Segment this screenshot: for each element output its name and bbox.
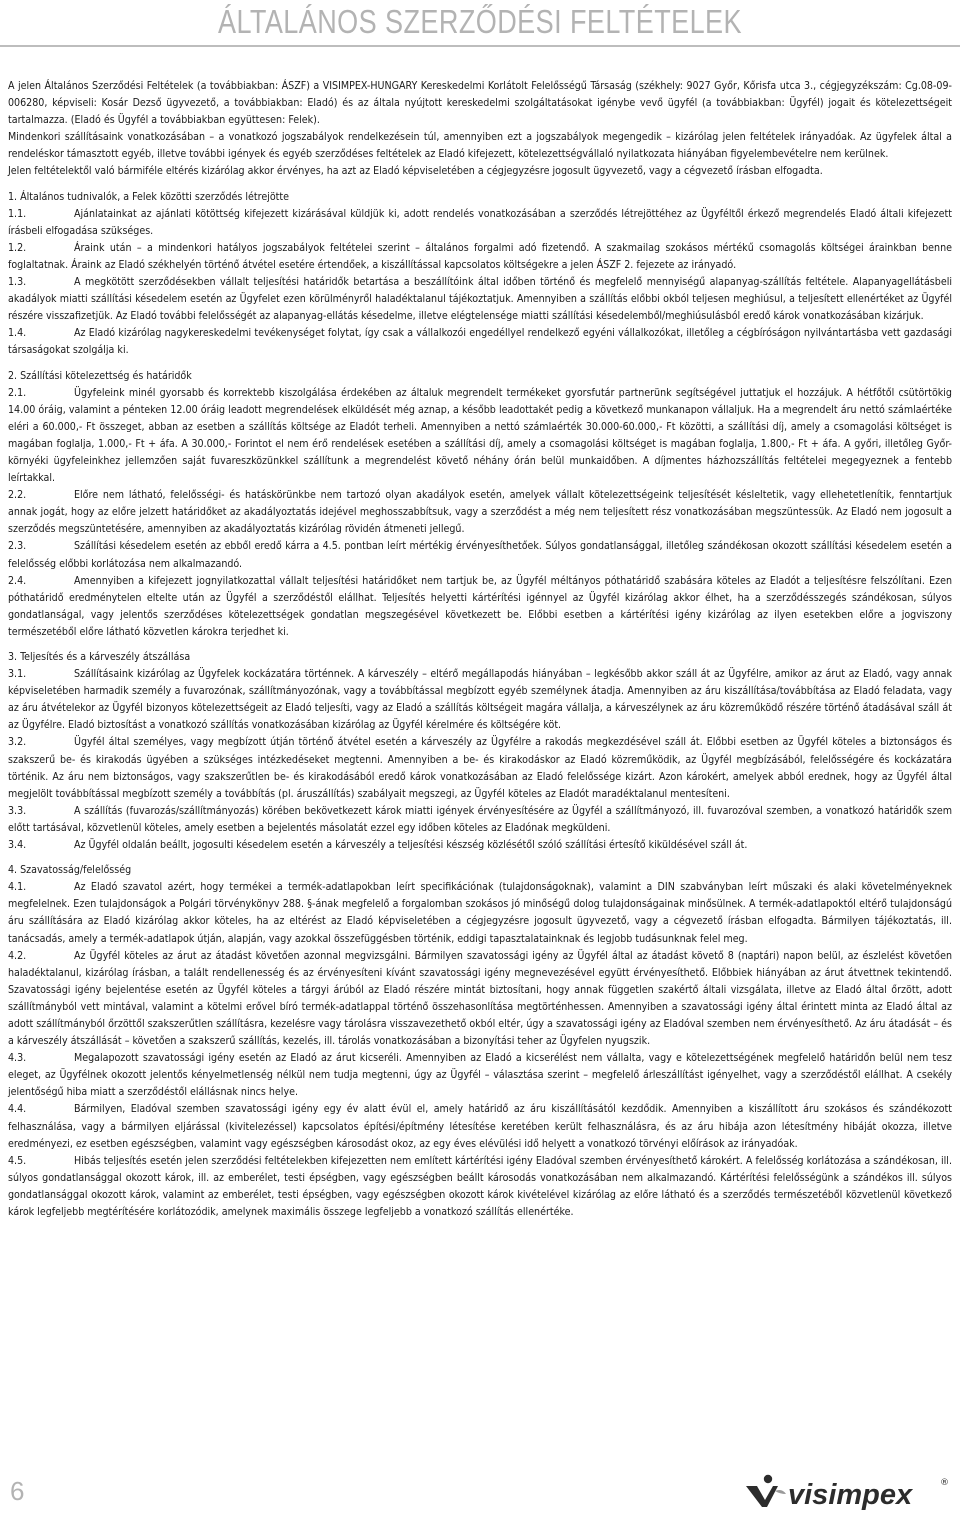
title-divider xyxy=(0,45,960,47)
intro-paragraph-2: Mindenkori szállításaink vonatkozásában – a vonatkozó jogszabályok rendelkezésein túl, amennyiben ezt a jogszabályok megengedik – kizárólag jelen feltételek irányadóak. Az ügyfelek által a rendeléskor támasztott egyéb, illetve további igények és egyéb szerződéses feltételek az Eladó kifejezett, kötelezettségvállaló nyilatkozata hiányában figyelembevételre nem kerülnek. xyxy=(8,131,952,161)
document-body xyxy=(8,78,952,1221)
clause-2-2: 2.2. Előre nem látható, felelősségi- és hatáskörünkbe nem tartozó olyan akadályok esetén, amelyek vállalt kötelezettségeink teljesítését késleltetik, vagy ellehetetlenítik, fenntartjuk annak jogát, hogy az előre jelzett határidőket az akadályoztatás idejével meghosszabbítsuk, vagy a szerződést a még nem teljesített rész vonatkozásában megszüntessük. Az Eladó nem jogosult a szerződés megszüntetésére, amennyiben az akadályoztatás kizárólag rövidén átmeneti jellegű. xyxy=(8,489,952,536)
page-title: ÁLTALÁNOS SZERZŐDÉSI FELTÉTELEK xyxy=(218,3,742,40)
section-heading-4: 4. Szavatosság/felelősség xyxy=(8,864,132,877)
clause-1-4: 1.4. Az Eladó kizárólag nagykereskedelmi tevékenységet folytat, így csak a vállalkozói engedéllyel rendelkező egyéni vállalkozókat, illetőleg a cégbíróságon nyilvántartásba vett gazdasági társaságokat szolgálja ki. xyxy=(8,327,952,357)
visimpex-logo xyxy=(742,1474,952,1510)
clause-4-5: 4.5. Hibás teljesítés esetén jelen szerződési feltételekben kifejezetten nem említett kártérítési igény Eladóval szemben érvényesíthető károkért. A felelősség korlátozása a szándékosan, ill. súlyos gondatlansággal okozott károk, ill. az emberélet, testi épségben, vagy egészségben beállt károsodás vonatkozásában nem alkalmazandó. Kártérítési felelősségünk a szándékos ill. súlyos gondatlansággal okozott károk, valamint az emberélet, testi épségben, vagy egészségben okozott károk kivételével kizárólag az előre látható és a szerződés természetéből közvetlenül következő károk legfeljebb megtérítésére korlátozódik, amelynek maximális összege legfeljebb a vonatkozó szállítás ellenértéke. xyxy=(8,1154,952,1218)
clause-1-2: 1.2. Áraink után – a mindenkori hatályos jogszabályok feltételei szerint – általános forgalmi adó fizetendő. A szakmailag szokásos mértékű csomagolás költségei árainkban benne foglaltatnak. Áraink az Eladó székhelyén történő átvétel esetére értendőek, a kiszállítással kapcsolatos költségekre a jelen ÁSZF 2. fejezete az irányadó. xyxy=(8,241,952,271)
clause-4-3: 4.3. Megalapozott szavatossági igény esetén az Eladó az árut kicseréli. Amennyiben az Eladó a kicserélést nem vállalta, vagy e kötelezettségének megfelelő határidőn belül nem tesz eleget, az Ügyfélnek okozott jelentős kényelmetlenség nélkül nem tudja megtenni, úgy az Ügyfél – választása szerint – megfelelő árleszállítást igényelhet, vagy a szerződéstől elállhat. A csekély jelentőségű hiba miatt a szerződéstől elállásnak nincs helye. xyxy=(8,1052,952,1099)
brand-wordmark: visimpex xyxy=(788,1479,913,1510)
clause-3-4: 3.4. Az Ügyfél oldalán beállt, jogosulti késedelem esetén a kárveszély a teljesítési készség közlésétől szóló szállítási értesítő kiküldésével száll át. xyxy=(8,839,748,852)
clause-1-1: 1.1. Ajánlatainkat az ajánlati kötöttség kifejezett kizárásával küldjük ki, adott rendelés vonatkozásában a szerződés létrejöttéhez az Ügyféltől érkező megrendelés Eladó általi kifejezett írásbeli elfogadása szükséges. xyxy=(8,207,952,237)
clause-2-3: 2.3. Szállítási késedelem esetén az ebből eredő kárra a 4.5. pontban leírt mértékig érvényesíthetőek. Súlyos gondatlansággal, illetőleg szándékosan okozott szállítási késedelem esetén a felelősség előbbi korlátozása nem alkalmazandó. xyxy=(8,540,952,570)
page-number: 6 xyxy=(10,1476,25,1506)
clause-4-4: 4.4. Bármilyen, Eladóval szemben szavatossági igény egy év alatt évül el, amely határidő az áru kiszállításától kezdődik. Amennyiben a kiszállított áru szokásos és szándékozott felhasználása, vagy a bármilyen eljárással (kivitelezéssel) kapcsolatos építési/építmény létesítése keretében került felhasználásra, és az áru hibája azon létesítmény hibáját okozza, illetve eredményezi, ez esetben egészségben, valamint vagy egészségben károsodást okoz, az egy éves elévülési idő helyett a vonatkozó törvényi előírások az irányadóak. xyxy=(8,1103,952,1150)
intro-paragraph-1: A jelen Általános Szerződési Feltételek (a továbbiakban: ÁSZF) a VISIMPEX-HUNGARY Kereskedelmi Korlátolt Felelősségű Társaság (székhely: 9027 Győr, Kőrisfa utca 3., cégjegyzékszám: Cg.08-09-006280, képviseli: Kosár Dezső ügyvezető, a továbbiakban: Eladó) és az általa nyújtott kereskedelmi szolgáltatásokat igénybe vevő ügyfél (a továbbiakban: Ügyfél) jogait és kötelezettségeit tartalmazza. (Eladó és Ügyfél a továbbiakban együttesen: Felek). xyxy=(8,80,952,127)
registered-mark: ® xyxy=(940,1478,949,1488)
clause-3-3: 3.3. A szállítás (fuvarozás/szállítmányozás) körében bekövetkezett károk miatti igények érvényesítésére az Ügyfél a szállítmányozó, ill. fuvarozóval szemben, a vonatkozó határidők szem előtt tartásával, közvetlenül köteles, amely esetben a bejelentés másolatát ezzel egy időben köteles az Eladónak megküldeni. xyxy=(8,804,952,834)
clause-4-1: 4.1. Az Eladó szavatol azért, hogy termékei a termék-adatlapokban leírt specifikációnak (tulajdonságoknak), valamint a DIN szabványban leírt műszaki és alaki követelményeknek megfelelnek. Ezen tulajdonságok a Polgári törvénykönyv 288. §-ának megfelelő a forgalomban szokásos jó minőségű dolog tulajdonságainak minősülnek. A termék-adatlapoktól eltérő tulajdonságú áru szállítására az Eladó kizárólag akkor köteles, ha az eltérést az Eladó képviseletében a cégjegyzésre jogosult ügyvezető, vagy a cégvezető írásban elfogadta. Bármilyen tájékoztatás, ill. tanácsadás, amely a termék-adatlapok útján, alapján, vagy azokkal összefüggésben történik, eddigi tapasztalatainknak és legjobb tudásunknak felel meg. xyxy=(8,881,952,945)
section-heading-3: 3. Teljesítés és a kárveszély átszállása xyxy=(8,651,191,663)
section-heading-2: 2. Szállítási kötelezettség és határidők xyxy=(8,369,192,382)
clause-2-1: 2.1. Ügyfeleink minél gyorsabb és korrektebb kiszolgálása érdekében az általuk megrendelt termékeket gyorsfutár partnerünk segítségével juttatjuk el hozzájuk. A hétfőtől csütörtökig 14.00 óráig, valamint a pénteken 12.00 óráig leadott megrendelések elküldését még aznap, a később leadottakét pedig a következő munkanapon vállaljuk. Ha a megrendelt áru nettó számlaértéke eléri a 60.000,- Ft összeget, abban az esetben a szállítás költsége az Eladót terheli. Amennyiben a nettó számlaérték 30.000-60.000,- Ft közötti, a szállítási díj, amely a csomagolási költséget is magában foglalja, 1.000,- Ft + áfa. A 30.000,- Forintot el nem érő rendelések esetében a szállítási díj, amely a csomagolási költséget is magában foglalja, 1.800,- Ft + áfa. A győri, illetőleg Győr-környéki ügyfeleinkhez jellemzően saját fuvareszközünkkel szállítunk a megrendelést követő néhány órán belül munkaidőben. A díjmentes házhozszállítás feltételei megegyeznek a fentebb leírtakkal. xyxy=(8,386,952,485)
visimpex-mark-icon xyxy=(746,1475,786,1507)
clause-3-1: 3.1. Szállításaink kizárólag az Ügyfelek kockázatára történnek. A kárveszély – eltérő megállapodás hiányában – legkésőbb akkor száll át az Ügyfélre, amikor az árut az Eladó, vagy annak képviseletében harmadik személy a fuvarozónak, szállítmányozónak, vagy a továbbítással megbízott egyéb személynek átadja. Amennyiben az áru kiszállítása/továbbítása az Eladó feladata, vagy az áru átvételekor az Ügyfél bizonyos kötelezettségeit az Eladó teljesíti, vagy az Eladó a szállítás költségeit magára vállalja, a kárveszélynek az áru közreműködő részére történő átadásával száll át az Ügyfélre. Eladó biztosítást a vonatkozó szállítás vonatkozásában kizárólag az Ügyfél kérelmére és költségére köt. xyxy=(8,668,952,732)
clause-2-4: 2.4. Amennyiben a kifejezett jognyilatkozattal vállalt teljesítési határidőket nem tartjuk be, az Ügyfél méltányos póthatáridő szabására köteles az Eladót a teljesítésre felszólítani. Ezen póthatáridő eredménytelen eltelte után az Ügyfél a szerződéstől elállhat. Teljesítés helyetti kártérítési igénnyel az Ügyfél kizárólag akkor élhet, ha a szerződésszegés szándékosan, súlyos gondatlanságal, vagy jelentős szerződéses kötelezettségek gondatlan megszegésével következett be. Előbbi esetben a kártérítési igény kizárólag az ilyen esetekben előre a jogviszony természetéből előre látható közvetlen károkra terjedhet ki. xyxy=(8,574,952,638)
clause-4-2: 4.2. Az Ügyfél köteles az árut az átadást követően azonnal megvizsgálni. Bármilyen szavatossági igény az Ügyfél által az átadást követő 8 (naptári) napon belül, az észlelést követően haladéktalanul, kizárólag írásban, a talált rendellenesség és az érvényesíteni kívánt szavatossági igény megnevezésével együtt érvényesíthető. Előbbiek hiányában az árut átvettnek tekintendő. Szavatossági igény bejelentése esetén az Ügyfél köteles a tárgyi árúból az Eladó részére mintát biztosítani, hogy annak független szakértő általi vizsgálata, illetve az Eladó által őrzött, adott szállítmányból vett mintával, valamint a kötelmi erővel bíró termék-adatlappal történő összehasonlítása megtörténhessen. Amennyiben a szavatossági igény által érintett minta az Eladó által az adott szállítmányból őrzöttől szakszerűtlen szállításra, kezelésre vagy tárolásra visszavezethető okból eltér, úgy a szavatossági igény az Eladóval szemben nem érvényesíthető. Az áru átadását – és a kárveszély átszállását – követően a szakszerű szállítás, kezelés, ill. tárolás vonatkozásában a bizonyítási teher az Ügyfelen nyugszik. xyxy=(8,949,952,1048)
clause-1-3: 1.3. A megkötött szerződésekben vállalt teljesítési határidők betartása a beszállítóink által időben történő és megfelelő mennyiségű alapanyag-szállítás feltétele. Alapanyagellátásbeli akadályok miatti szállítási késedelem esetén az Ügyfelet ezen körülményről haladéktalanul tájékoztatjuk. Amennyiben a szállítás előbbi okból teljesen meghiúsul, a teljesített ellenértéket az Ügyfél részére visszafizetjük. Az Eladó további felelősségét az alapanyag-ellátás késedelme, illetve elégtelensége miatti szállítási késedelemből/meghiúsulásból eredő károk vonatkozásában kizárjuk. xyxy=(8,276,952,323)
intro-paragraph-3: Jelen feltételektől való bármiféle eltérés kizárólag akkor érvényes, ha azt az Eladó képviseletében a cégjegyzésre jogosult ügyvezető, vagy a cégvezető írásban elfogadta. xyxy=(8,165,823,178)
section-heading-1: 1. Általános tudnivalók, a Felek közötti szerződés létrejötte xyxy=(8,190,289,203)
clause-3-2: 3.2. Ügyfél által személyes, vagy megbízott útján történő átvétel esetén a kárveszély az Ügyfélre a rakodás megkezdésével száll át. Előbbi esetben az Ügyfél köteles a biztonságos és szakszerű be- és kirakodás ügyében a szükséges intézkedéseket megtenni. Amennyiben a be- és kirakodáskor az Eladó közreműködik, az Ügyfél megbízásából, felelősségére és kockázatára történik. Az áru nem biztonságos, vagy szakszerűtlen be- és kirakodásából eredő károk vonatkozásában az Eladó felelőssége kizárt. Azon károkért, amelyek abból erednek, hogy az Ügyfél által megjelölt továbbítással megbízott személy a továbbítás (pl. áruszállítás) szabályait megszegi, az Ügyfél köteles az Eladót maradéktalanul mentesíteni. xyxy=(8,736,952,800)
